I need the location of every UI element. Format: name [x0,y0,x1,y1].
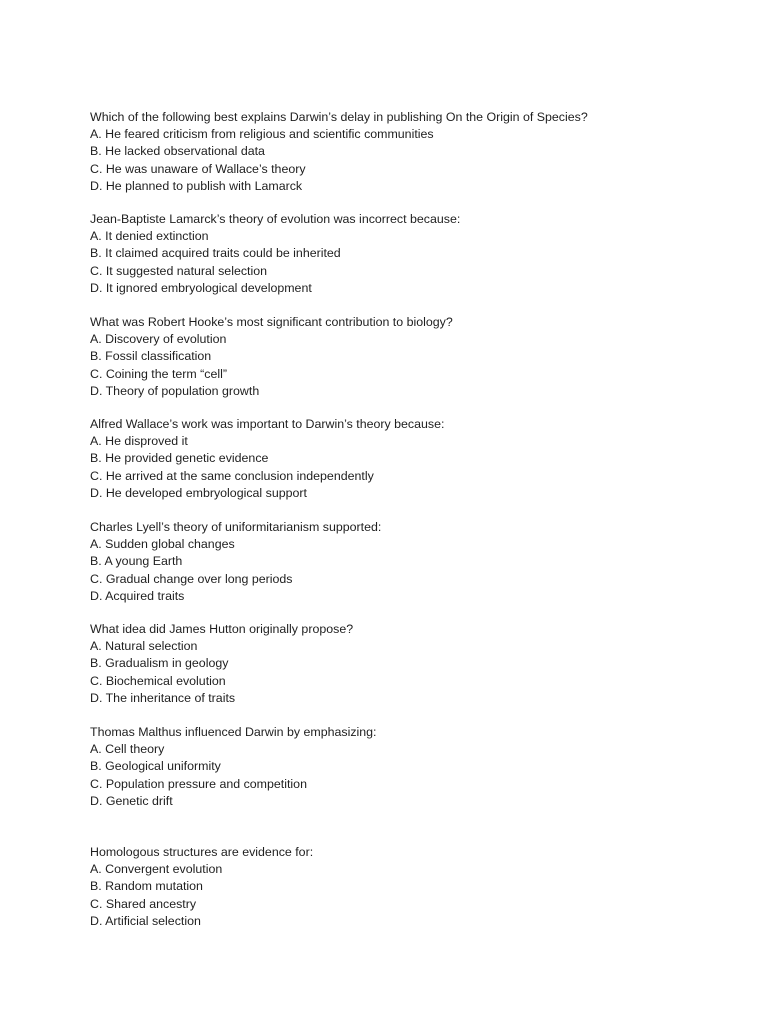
option-d: D. Genetic drift [90,793,173,808]
option-d: D. He planned to publish with Lamarck [90,178,303,193]
option-c: C. Population pressure and competition [90,776,307,791]
option-b: B. Random mutation [90,879,203,894]
option-c: C. It suggested natural selection [90,263,268,278]
option-d: D. He developed embryological support [90,485,307,500]
question-2 [90,211,710,297]
option-d: D. The inheritance of traits [90,690,236,705]
option-c: C. Coining the term “cell” [90,366,228,381]
option-b: B. A young Earth [90,554,183,569]
question-4 [90,416,710,502]
option-a: A. Sudden global changes [90,537,235,552]
option-a: A. Cell theory [90,742,165,757]
option-b: B. Geological uniformity [90,759,221,774]
option-a: A. He feared criticism from religious and scientific communities [90,127,434,142]
option-b: B. It claimed acquired traits could be inherited [90,246,341,261]
option-c: C. He was unaware of Wallace’s theory [90,161,306,176]
question-text: Alfred Wallace’s work was important to Darwin’s theory because: [90,417,445,431]
question-6 [90,621,710,707]
option-b: B. Gradualism in geology [90,656,229,671]
question-text: Charles Lyell’s theory of uniformitarianism supported: [90,520,382,534]
option-c: C. He arrived at the same conclusion independently [90,468,374,483]
question-text: What idea did James Hutton originally propose? [90,622,354,636]
option-c: C. Biochemical evolution [90,673,226,688]
option-c: C. Gradual change over long periods [90,571,293,586]
option-a: A. It denied extinction [90,229,209,244]
question-5 [90,519,710,605]
option-a: A. Natural selection [90,639,198,654]
option-a: A. He disproved it [90,434,188,449]
question-1 [90,109,710,195]
option-c: C. Shared ancestry [90,896,197,911]
option-a: A. Discovery of evolution [90,332,227,347]
question-text: Jean-Baptiste Lamarck’s theory of evolution was incorrect because: [90,212,461,226]
option-a: A. Convergent evolution [90,862,223,877]
question-3 [90,314,710,400]
option-b: B. He provided genetic evidence [90,451,269,466]
question-8 [90,844,710,930]
question-text: Homologous structures are evidence for: [90,845,314,859]
option-b: B. He lacked observational data [90,144,265,159]
question-text: What was Robert Hooke’s most significant contribution to biology? [90,315,453,329]
question-text: Thomas Malthus influenced Darwin by emphasizing: [90,725,377,739]
option-d: D. Artificial selection [90,913,201,928]
question-text: Which of the following best explains Darwin’s delay in publishing On the Origin of Species? [90,110,588,124]
option-d: D. It ignored embryological development [90,280,312,295]
option-d: D. Theory of population growth [90,383,260,398]
option-d: D. Acquired traits [90,588,185,603]
question-7 [90,724,710,810]
option-b: B. Fossil classification [90,349,212,364]
